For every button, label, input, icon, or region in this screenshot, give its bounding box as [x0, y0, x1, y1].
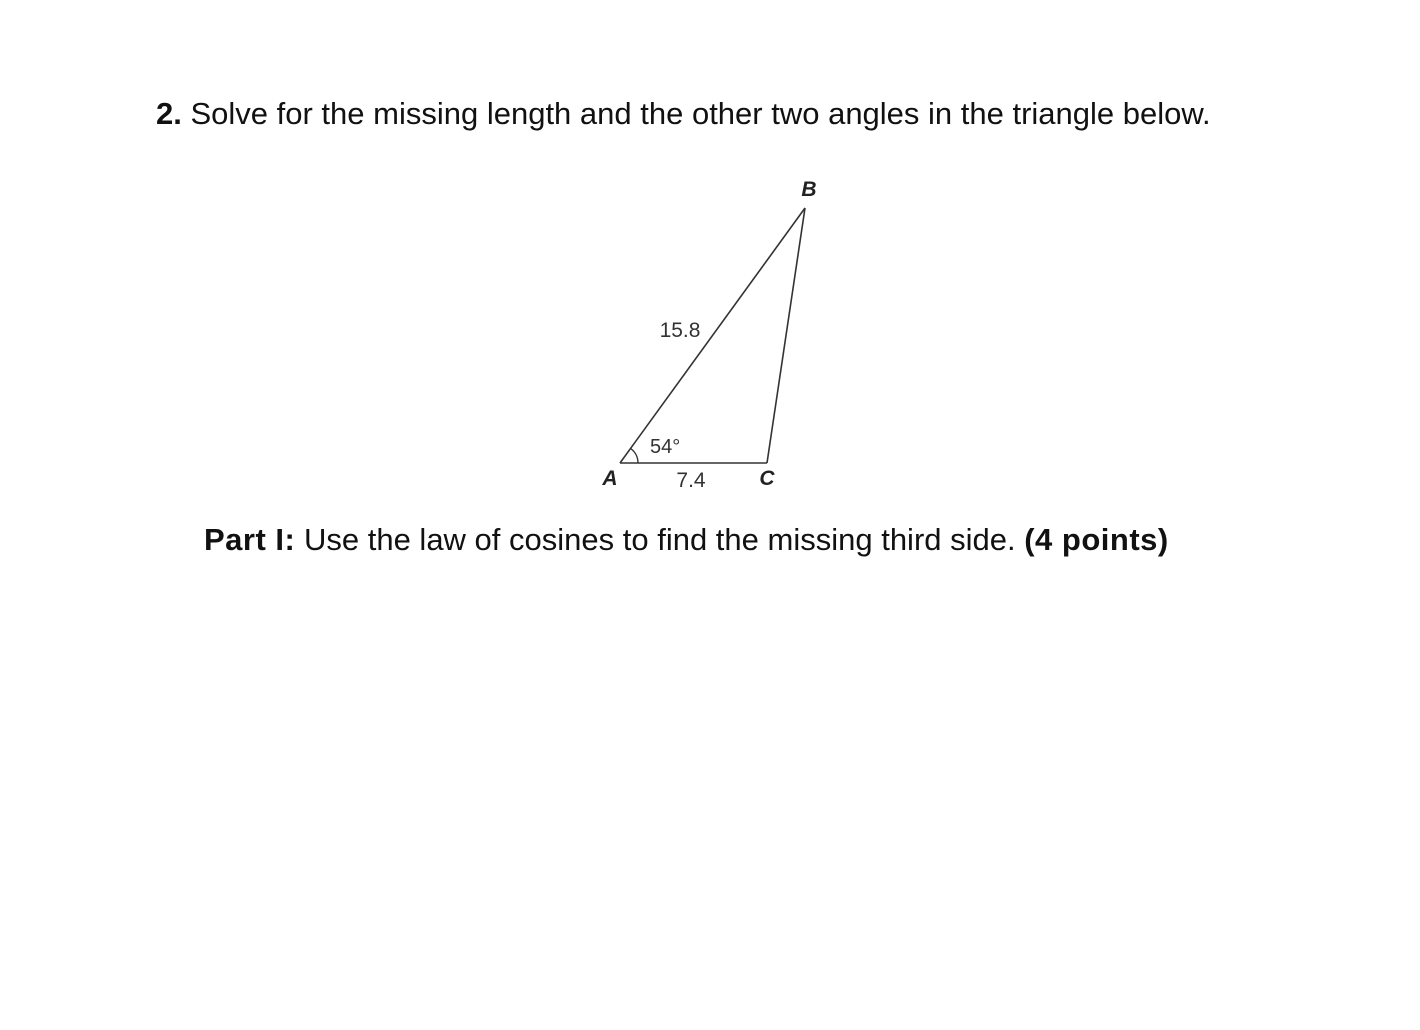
part-1-points: (4 points) — [1024, 522, 1169, 557]
triangle-figure — [580, 160, 860, 500]
side-ac-length-label: 7.4 — [676, 469, 706, 492]
side-ab-length-label: 15.8 — [659, 319, 701, 342]
question-2 — [156, 94, 1211, 134]
side-bc — [767, 208, 805, 463]
question-number: 2. — [156, 96, 182, 131]
triangle-diagram — [580, 160, 860, 500]
vertex-c-label: C — [759, 467, 775, 490]
part-1-text: Use the law of cosines to find the missing third side. — [303, 522, 1016, 557]
vertex-a-label: A — [602, 467, 618, 490]
part-1-label: Part I: — [204, 522, 296, 557]
part-1-prompt — [204, 520, 1169, 560]
angle-a-label: 54° — [650, 436, 681, 458]
question-text: Solve for the missing length and the other two angles in the triangle below. — [190, 96, 1211, 131]
side-ab — [620, 208, 805, 463]
vertex-b-label: B — [801, 178, 817, 201]
angle-a-arc — [631, 448, 638, 463]
